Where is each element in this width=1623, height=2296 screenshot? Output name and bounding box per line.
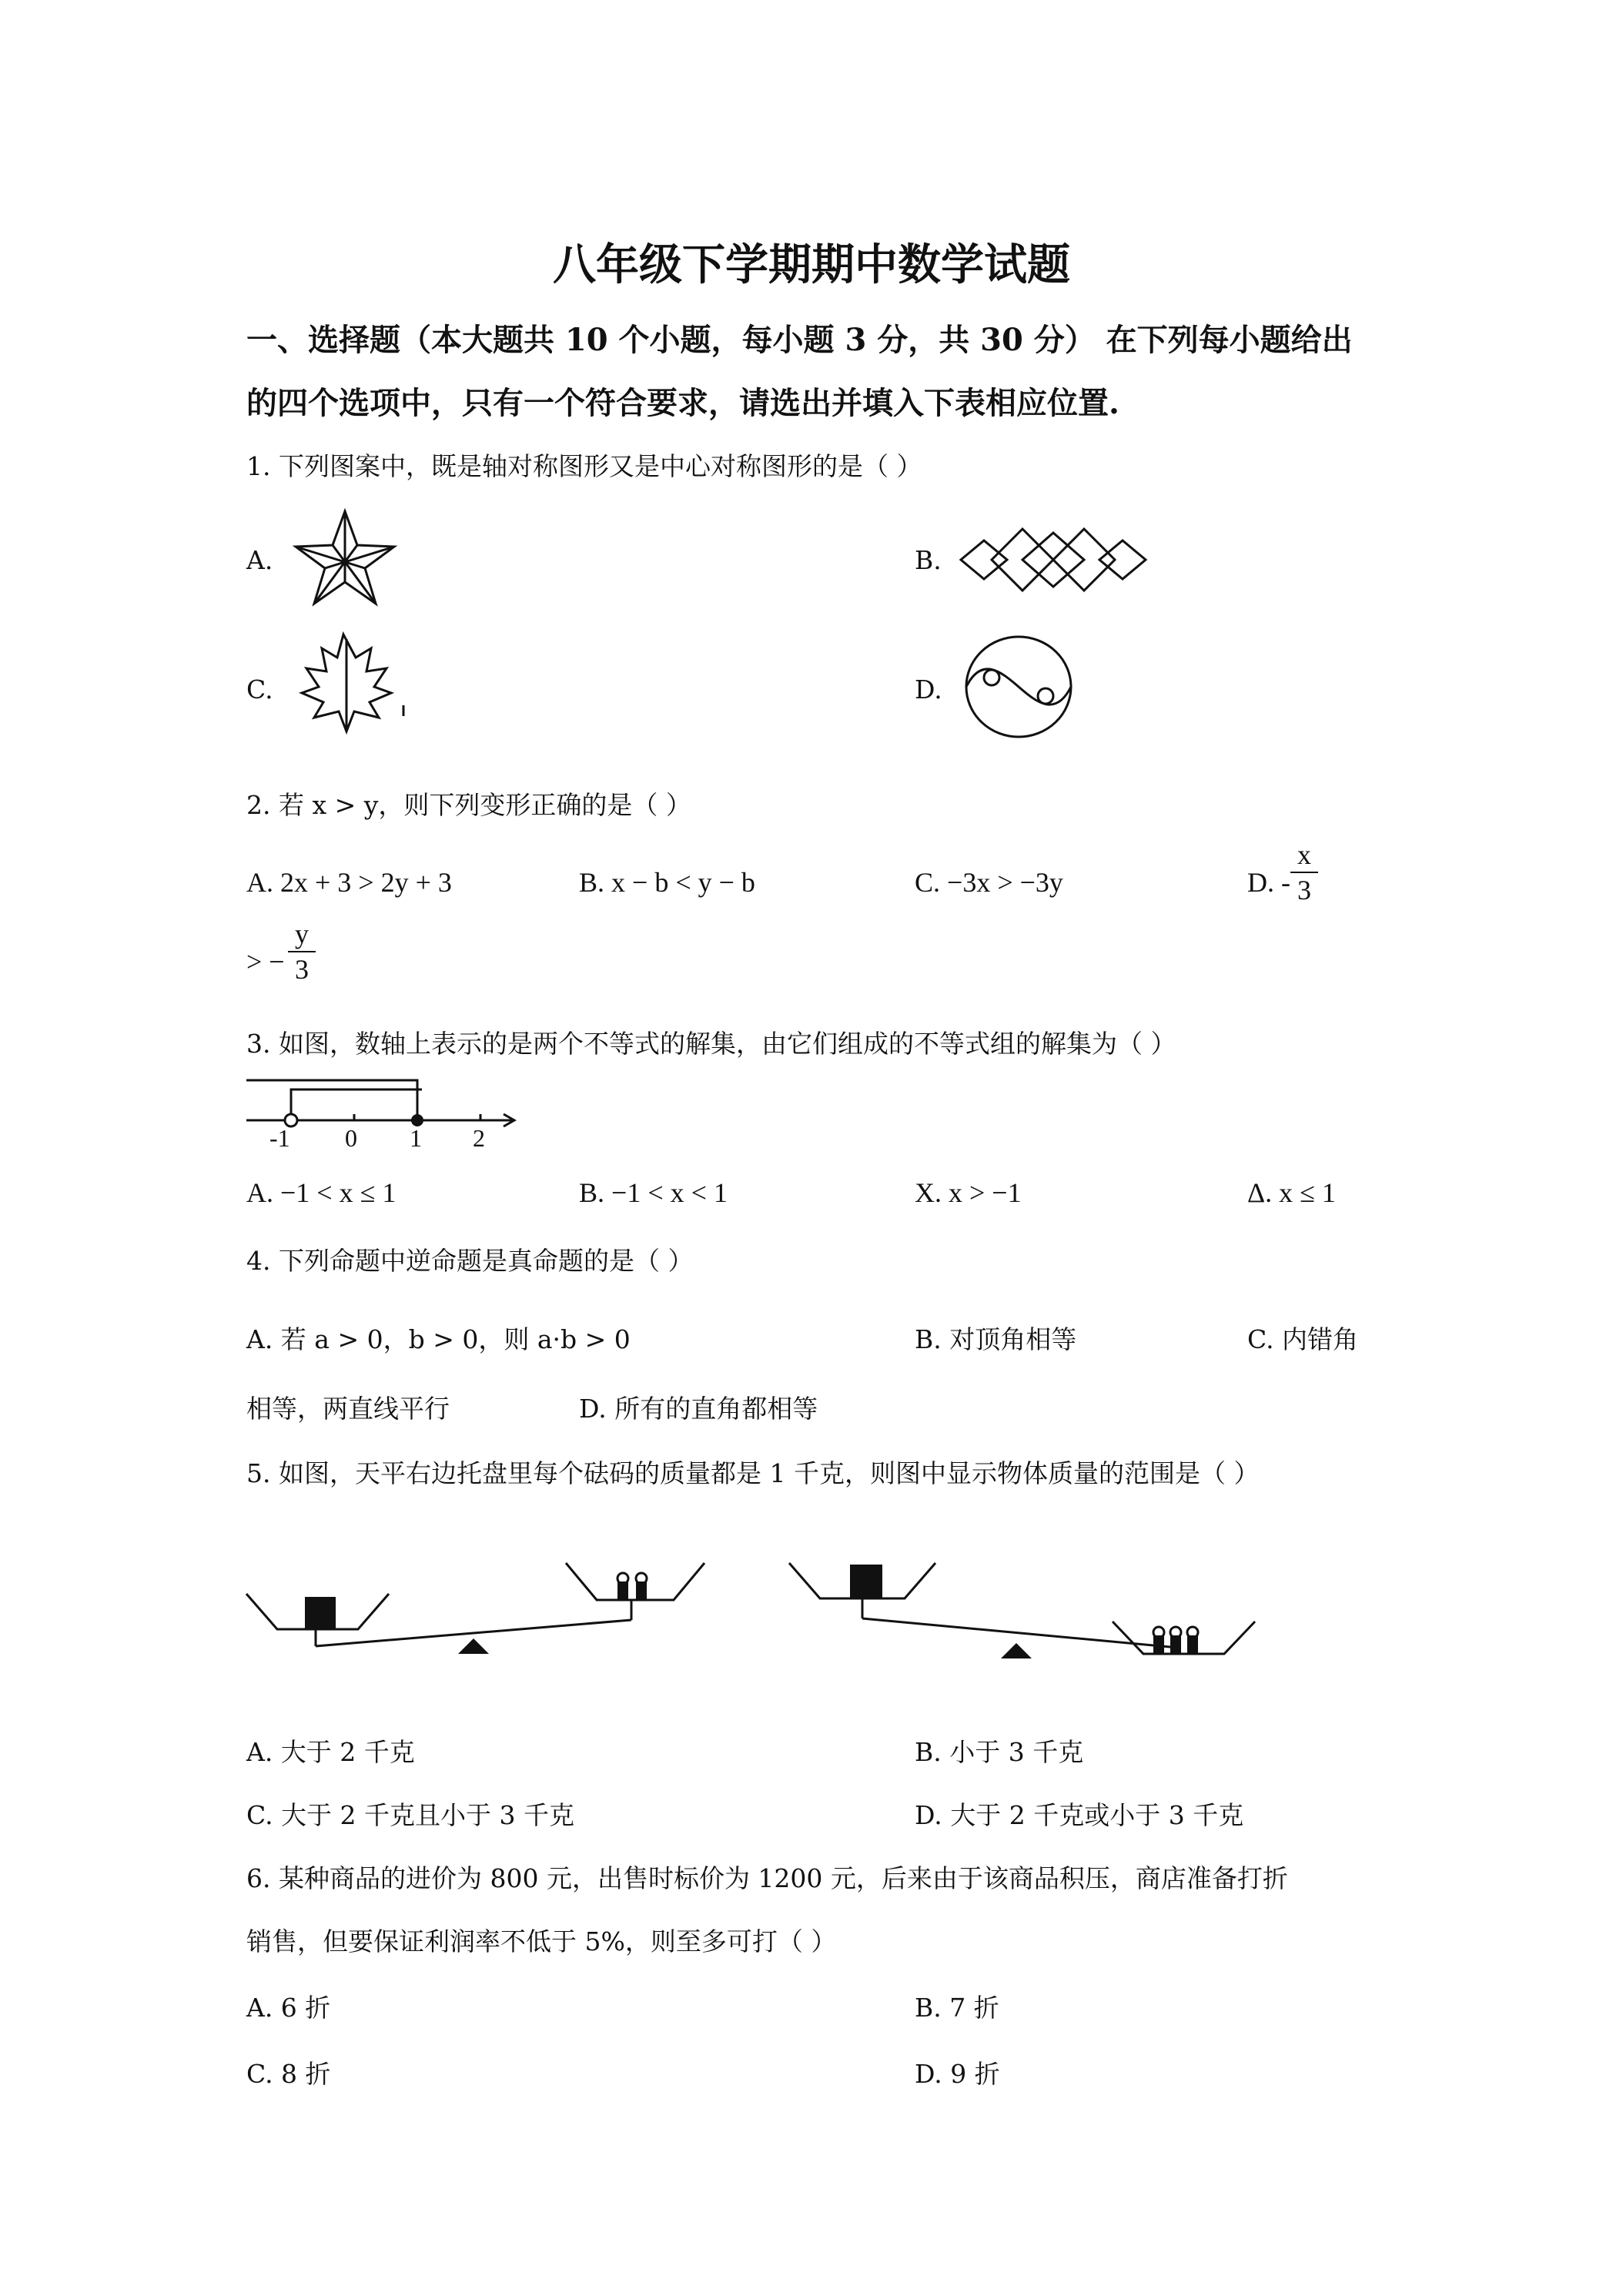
q1-option-c-label: C. [246, 674, 273, 705]
q1-option-b-label: B. [915, 545, 942, 575]
q4-option-d: D. 所有的直角都相等 [579, 1394, 818, 1424]
q6-option-b: B. 7 折 [915, 1993, 999, 2023]
q2-option-a: A. 2x + 3 > 2y + 3 [246, 867, 452, 898]
q6-option-d: D. 9 折 [915, 2059, 1000, 2089]
q2-stem: 2. 若 x > y，则下列变形正确的是（ ） [246, 790, 691, 820]
q2-continuation-fraction [288, 919, 316, 985]
q2-option-d-prefix: D. - [1247, 867, 1290, 898]
number-line-tick-2: 2 [473, 1124, 485, 1152]
number-line-tick-1: 1 [410, 1124, 422, 1152]
q3-option-b: B. −1 < x < 1 [579, 1177, 728, 1208]
q2-continuation-denominator: 3 [295, 954, 309, 985]
section-heading-line2: 的四个选项中，只有一个符合要求，请选出并填入下表相应位置. [246, 385, 1119, 421]
q6-stem-line1: 6. 某种商品的进价为 800 元，出售时标价为 1200 元，后来由于该商品积压，商店准备打折 [246, 1863, 1288, 1893]
number-line-tick-neg1: -1 [269, 1124, 290, 1152]
star-icon [291, 508, 399, 608]
q6-stem-line2: 销售，但要保证利润率不低于 5%，则至多可打（ ） [246, 1926, 837, 1956]
number-line-tick-0: 0 [345, 1124, 357, 1152]
q6-option-a: A. 6 折 [246, 1993, 331, 2023]
q4-option-b: B. 对顶角相等 [915, 1324, 1077, 1354]
q1-stem: 1. 下列图案中，既是轴对称图形又是中心对称图形的是（ ） [246, 451, 922, 481]
q3-option-a: A. −1 < x ≤ 1 [246, 1177, 397, 1208]
q3-option-d: Δ. x ≤ 1 [1247, 1177, 1336, 1208]
q2-option-d-denominator: 3 [1297, 875, 1311, 905]
q5-option-a: A. 大于 2 千克 [246, 1737, 415, 1767]
q5-option-d: D. 大于 2 千克或小于 3 千克 [915, 1800, 1244, 1830]
q2-continuation-numerator: y [295, 919, 309, 949]
interlocking-diamonds-icon [961, 525, 1146, 594]
q4-option-a: A. 若 a > 0，b > 0，则 a·b > 0 [246, 1324, 631, 1354]
q2-option-c: C. −3x > −3y [915, 867, 1063, 898]
q5-option-c: C. 大于 2 千克且小于 3 千克 [246, 1800, 575, 1830]
q5-option-b: B. 小于 3 千克 [915, 1737, 1084, 1767]
q2-option-b: B. x − b < y − b [579, 867, 755, 898]
q3-option-c: X. x > −1 [915, 1177, 1022, 1208]
q2-option-d-numerator: x [1297, 839, 1311, 870]
q5-stem: 5. 如图，天平右边托盘里每个砝码的质量都是 1 千克，则图中显示物体质量的范围是（ ） [246, 1458, 1260, 1488]
q4-option-c: C. 内错角 [1247, 1324, 1359, 1354]
q1-option-d-label: D. [915, 674, 942, 705]
q2-option-d-continuation: > − [246, 946, 285, 977]
balance-scale-left-figure [246, 1548, 708, 1694]
q4-stem: 4. 下列命题中逆命题是真命题的是（ ） [246, 1246, 694, 1276]
section-heading-line1: 一、选择题（本大题共 10 个小题，每小题 3 分，共 30 分） 在下列每小题给出 [246, 322, 1353, 358]
q4-option-c-continuation: 相等，两直线平行 [246, 1394, 450, 1424]
q2-option-d-fraction [1290, 839, 1318, 905]
q6-option-c: C. 8 折 [246, 2059, 331, 2089]
q1-option-a-label: A. [246, 545, 273, 575]
maple-leaf-icon [289, 631, 413, 739]
page-title: 八年级下学期期中数学试题 [553, 239, 1070, 290]
q3-stem: 3. 如图，数轴上表示的是两个不等式的解集，由它们组成的不等式组的解集为（ ） [246, 1029, 1176, 1059]
balance-scale-right-figure [785, 1548, 1263, 1694]
yin-yang-icon [962, 633, 1075, 741]
